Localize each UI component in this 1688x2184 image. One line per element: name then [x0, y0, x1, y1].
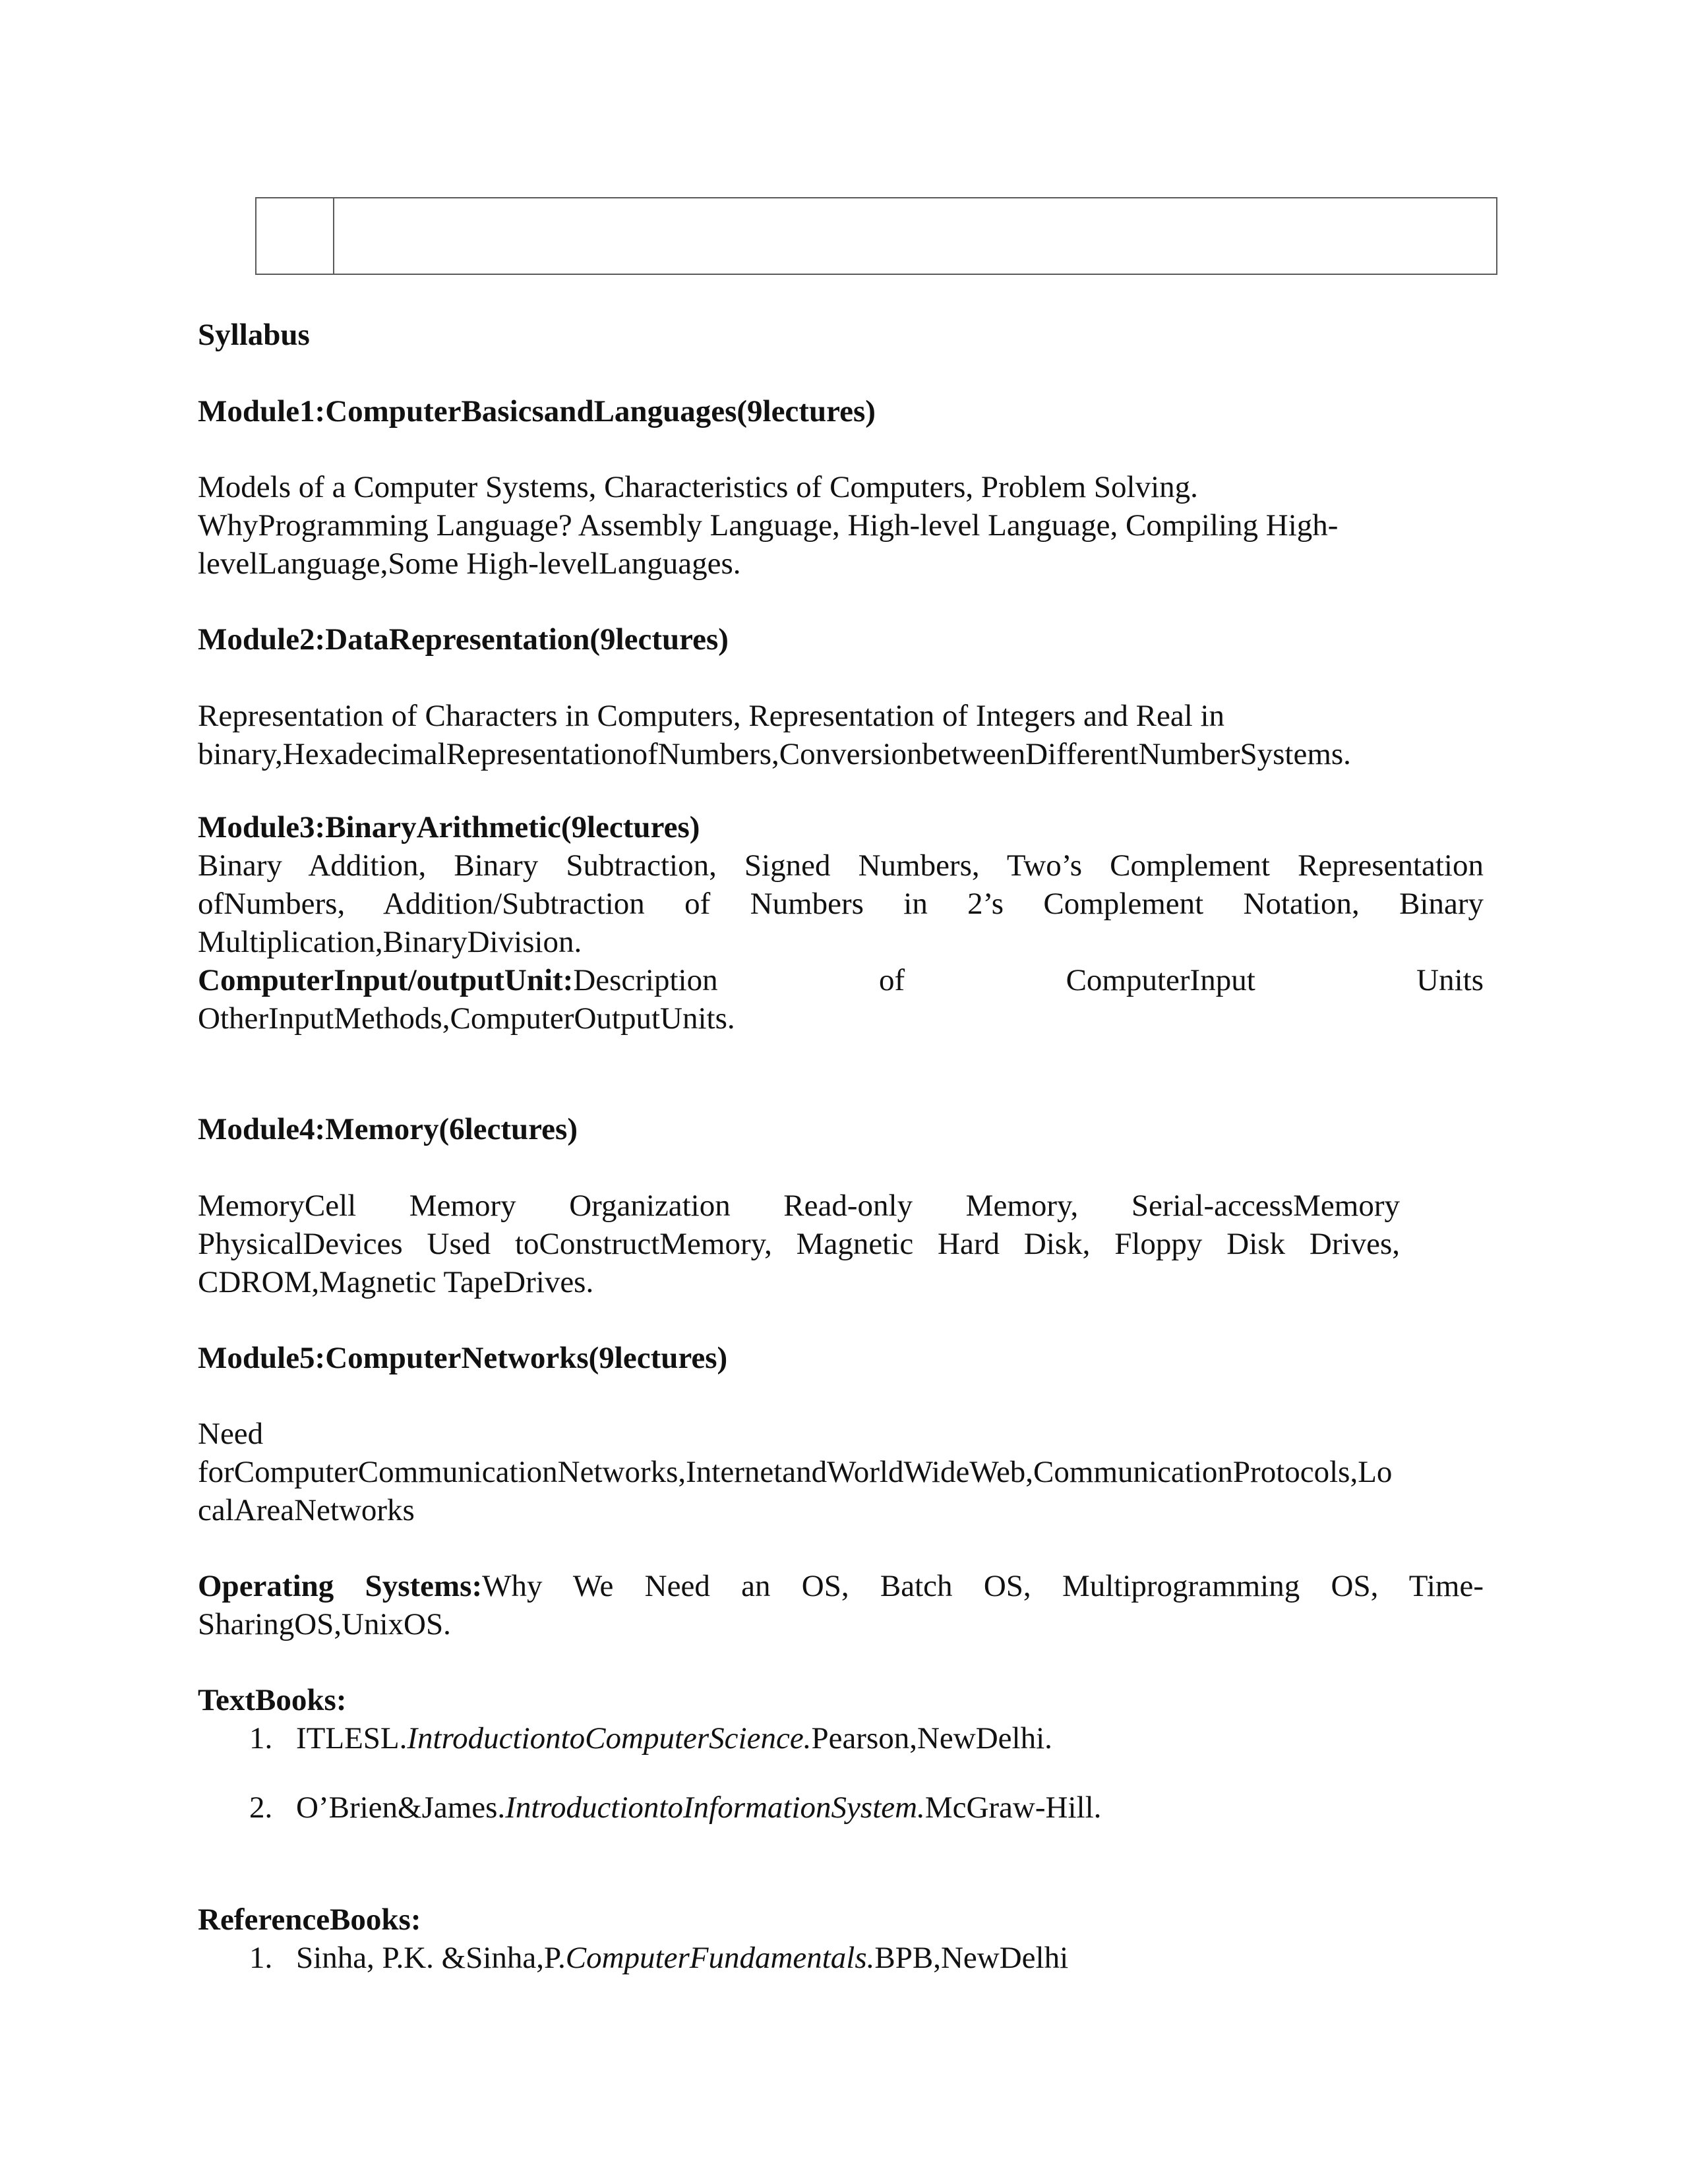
module-1-body	[198, 468, 1484, 583]
textbook-2-title: IntroductiontoInformationSystem.	[505, 1790, 925, 1825]
module-5-line-2: forComputerCommunicationNetworks,InternetandWorldWideWeb,CommunicationProtocols,Lo	[198, 1455, 1393, 1489]
operating-systems-text: Why We Need an OS, Batch OS, Multiprogramming OS, Time-	[482, 1569, 1484, 1603]
module-5-line-3: calAreaNetworks	[198, 1493, 415, 1527]
textbook-1-title: IntroductiontoComputerScience.	[407, 1721, 812, 1756]
io-unit-word-2: of	[879, 963, 905, 997]
reference-1-publisher: BPB,NewDelhi	[874, 1941, 1069, 1975]
syllabus-title: Syllabus	[198, 318, 310, 352]
module-4-line-1: MemoryCell Memory Organization Read-only Memory, Serial-accessMemory	[198, 1189, 1400, 1223]
module-1-heading: Module1:ComputerBasicsandLanguages(9lectures)	[198, 394, 876, 428]
reference-1-author: Sinha, P.K. &Sinha,P.	[296, 1941, 566, 1975]
io-unit-word-1: Description	[573, 963, 718, 997]
module-3-body	[198, 846, 1484, 1038]
module-5-body	[198, 1415, 1484, 1529]
table-cell-divider	[333, 198, 334, 274]
reference-books-heading: ReferenceBooks:	[198, 1903, 421, 1937]
operating-systems-line-2: SharingOS,UnixOS.	[198, 1607, 451, 1641]
textbook-2-author: O’Brien&James.	[296, 1790, 506, 1825]
module-3-line-1: Binary Addition, Binary Subtraction, Signed Numbers, Two’s Complement Representation	[198, 848, 1484, 883]
io-unit-line-2: OtherInputMethods,ComputerOutputUnits.	[198, 1001, 735, 1036]
textbook-1-author: ITLESL.	[296, 1721, 407, 1756]
module-5-line-1: Need	[198, 1417, 264, 1451]
module-2-line-2: binary,HexadecimalRepresentationofNumbers,ConversionbetweenDifferentNumberSystems.	[198, 737, 1351, 771]
module-1-line-2: WhyProgramming Language? Assembly Language, High-level Language, Compiling High-	[198, 508, 1339, 543]
operating-systems-body	[198, 1567, 1484, 1643]
module-4-line-3: CDROM,Magnetic TapeDrives.	[198, 1265, 594, 1299]
operating-systems-line-1	[198, 1567, 1484, 1605]
module-4-heading: Module4:Memory(6lectures)	[198, 1112, 578, 1146]
textbook-2-number: 2.	[249, 1790, 273, 1825]
module-2-body	[198, 697, 1484, 773]
module-3-heading: Module3:BinaryArithmetic(9lectures)	[198, 810, 700, 844]
module-3-line-2: ofNumbers, Addition/Subtraction of Numbers in 2’s Complement Notation, Binary	[198, 887, 1484, 921]
module-1-line-1: Models of a Computer Systems, Characteristics of Computers, Problem Solving.	[198, 470, 1198, 504]
textbooks-heading: TextBooks:	[198, 1683, 347, 1717]
textbook-1-number: 1.	[249, 1721, 273, 1756]
reference-1-number: 1.	[249, 1941, 273, 1975]
reference-1-title: ComputerFundamentals.	[565, 1941, 875, 1975]
textbook-1-publisher: Pearson,NewDelhi.	[811, 1721, 1052, 1756]
module-5-heading: Module5:ComputerNetworks(9lectures)	[198, 1341, 728, 1375]
textbook-1-text	[296, 1719, 1052, 1757]
module-2-heading: Module2:DataRepresentation(9lectures)	[198, 622, 729, 657]
reference-1-text	[296, 1939, 1068, 1977]
module-2-line-1: Representation of Characters in Computers, Representation of Integers and Real in	[198, 699, 1225, 733]
textbook-2-publisher: McGraw-Hill.	[924, 1790, 1102, 1825]
textbook-2-text	[296, 1788, 1101, 1827]
module-1-line-3: levelLanguage,Some High-levelLanguages.	[198, 546, 741, 581]
operating-systems-label: Operating Systems:	[198, 1569, 483, 1603]
module-4-body	[198, 1187, 1400, 1301]
io-unit-line-1	[198, 961, 1484, 999]
io-unit-label: ComputerInput/outputUnit:	[198, 963, 574, 997]
header-table	[255, 197, 1497, 275]
module-4-line-2: PhysicalDevices Used toConstructMemory, Magnetic Hard Disk, Floppy Disk Drives,	[198, 1227, 1400, 1261]
io-unit-word-3: ComputerInput	[1066, 963, 1255, 997]
io-unit-word-4: Units	[1416, 963, 1484, 997]
module-3-line-3: Multiplication,BinaryDivision.	[198, 925, 582, 959]
